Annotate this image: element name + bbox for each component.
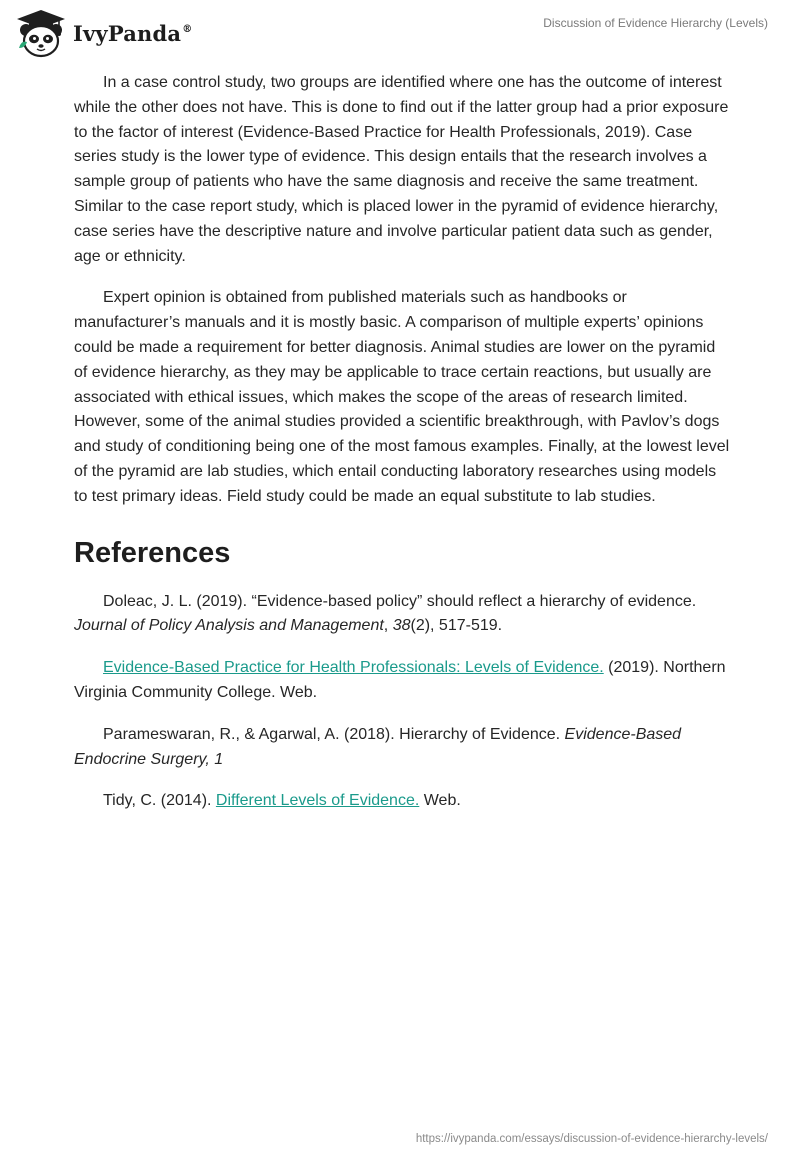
panda-graduate-icon — [15, 8, 67, 58]
page-header — [0, 0, 800, 70]
reference-item: Parameswaran, R., & Agarwal, A. (2018). Hierarchy of Evidence. Evidence-Based Endocrine Surgery, 1 — [74, 725, 682, 768]
reference-item: Evidence-Based Practice for Health Professionals: Levels of Evidence. (2019). Northern Virginia Community College. Web. — [74, 659, 726, 701]
document-title: Discussion of Evidence Hierarchy (Levels) — [543, 16, 768, 30]
brand-name: IvyPanda® — [73, 20, 193, 46]
brand-logo[interactable] — [15, 8, 192, 58]
reference-link[interactable]: Evidence-Based Practice for Health Professionals: Levels of Evidence. — [103, 659, 604, 677]
body-paragraph: Expert opinion is obtained from published materials such as handbooks or manufacturer’s manuals and it is mostly basic. A comparison of multiple experts’ opinions could be made a requirement for better diagnosis. Animal studies are lower on the pyramid of evidence hierarchy, as they may be applicable to trace certain reactions, but usually are associated with ethical issues, which makes the scope of the areas of research limited. However, some of the animal studies provided a scientific breakthrough, with Pavlov’s dogs and study of conditioning being one of the most famous examples. Finally, at the lowest level of the pyramid are lab studies, which entail conducting laboratory researches using models to test primary ideas. Field study could be made an equal substitute to lab studies. — [74, 289, 730, 505]
body-paragraph: In a case control study, two groups are identified where one has the outcome of interest while the other does not have. This is done to find out if the latter group had a prior exposure to the factor of interest (Evidence-Based Practice for Health Professionals, 2019). Case series study is the lower type of evidence. This design entails that the research involves a sample group of patients who have the same diagnosis and receive the same treatment. Similar to the case report study, which is placed lower in the pyramid of evidence hierarchy, case series have the descriptive nature and involve particular patient data such as gender, age or ethnicity. — [74, 74, 729, 265]
essay-content — [74, 71, 730, 831]
reference-item: Doleac, J. L. (2019). “Evidence-based policy” should reflect a hierarchy of evidence. Journal of Policy Analysis and Management, 38(2), 517-519. — [74, 592, 697, 635]
references-heading: References — [74, 536, 231, 569]
reference-item: Tidy, C. (2014). Different Levels of Evidence. Web. — [103, 792, 461, 810]
footer-url: https://ivypanda.com/essays/discussion-of-evidence-hierarchy-levels/ — [415, 1133, 768, 1145]
reference-link[interactable]: Different Levels of Evidence. — [215, 792, 420, 810]
